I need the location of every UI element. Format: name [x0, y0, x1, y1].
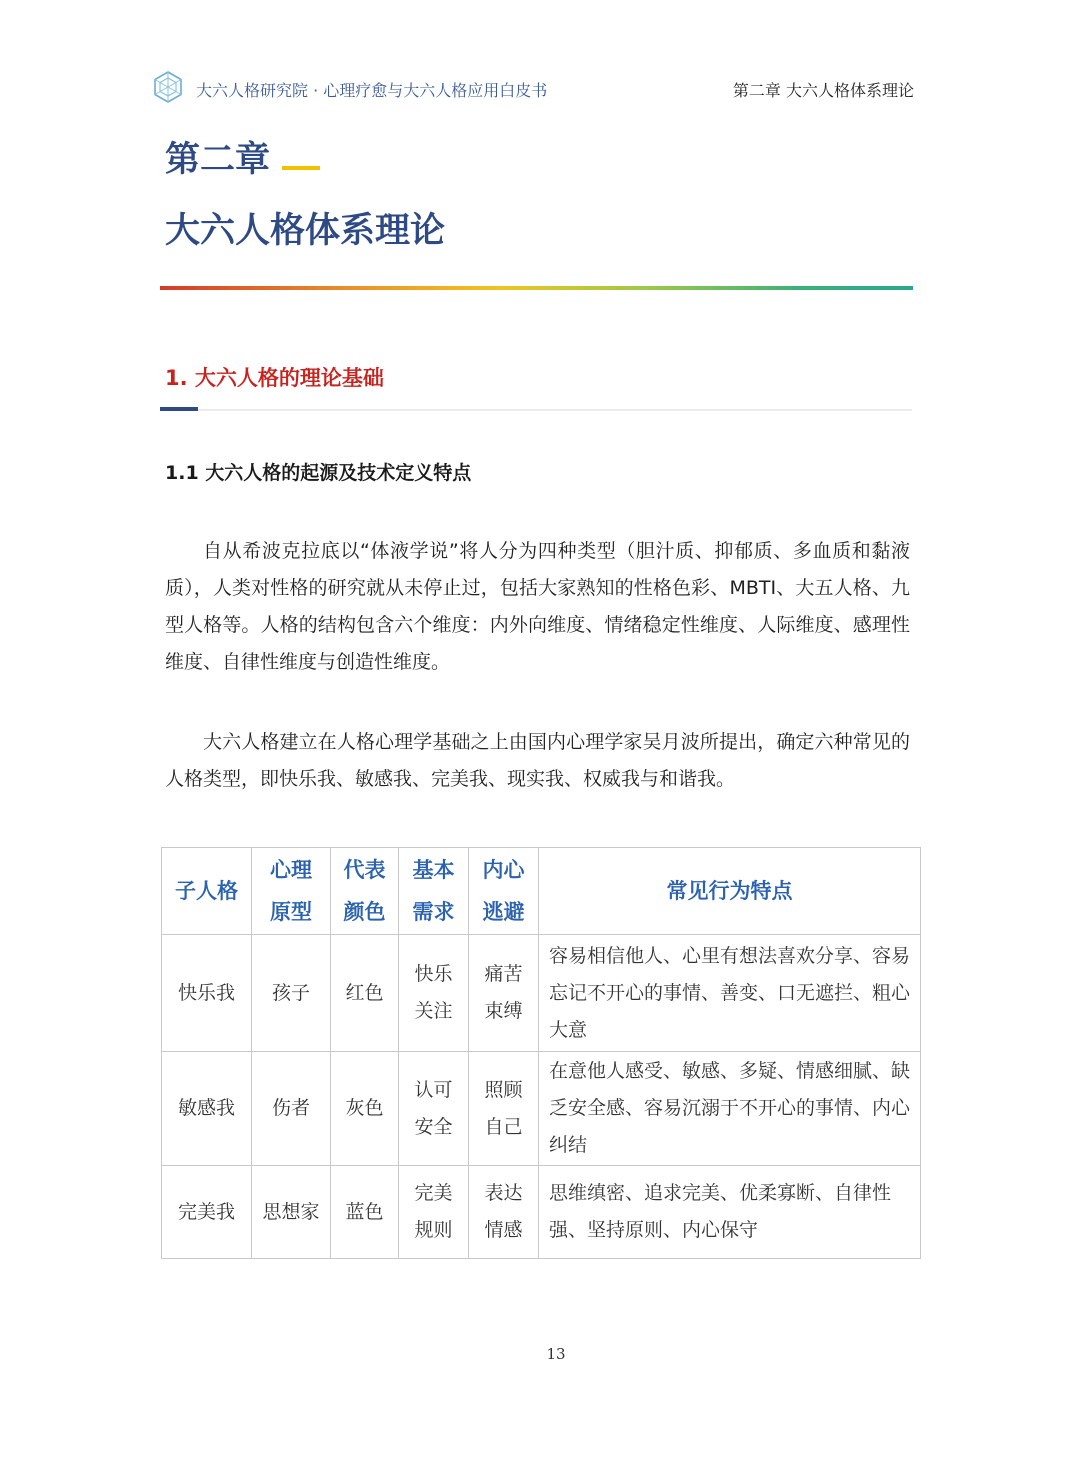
table-header-cell: 代表颜色 [331, 848, 399, 935]
chapter-number: 第二章 [165, 140, 271, 180]
hexagon-network-logo-icon [152, 70, 184, 104]
table-cell: 灰色 [331, 1052, 399, 1166]
table-cell: 完美规则 [399, 1166, 469, 1259]
table-cell: 伤者 [252, 1052, 331, 1166]
personality-table [161, 847, 921, 1259]
section-divider [160, 409, 912, 411]
table-header-cell: 内心逃避 [469, 848, 539, 935]
table-cell: 思维缜密、追求完美、优柔寡断、自律性强、坚持原则、内心保守 [539, 1166, 921, 1259]
table-header-cell: 基本需求 [399, 848, 469, 935]
table-cell: 蓝色 [331, 1166, 399, 1259]
table-cell: 认可安全 [399, 1052, 469, 1166]
table-cell: 在意他人感受、敏感、多疑、情感细腻、缺乏安全感、容易沉溺于不开心的事情、内心纠结 [539, 1052, 921, 1166]
table-cell: 表达情感 [469, 1166, 539, 1259]
table-row [162, 1052, 921, 1166]
chapter-title: 大六人格体系理论 [165, 211, 446, 251]
table-cell: 容易相信他人、心里有想法喜欢分享、容易忘记不开心的事情、善变、口无遮拦、粗心大意 [539, 935, 921, 1052]
table-header-cell: 子人格 [162, 848, 252, 935]
table-cell: 思想家 [252, 1166, 331, 1259]
table-cell: 完美我 [162, 1166, 252, 1259]
body-paragraph: 自从希波克拉底以“体液学说”将人分为四种类型（胆汁质、抑郁质、多血质和黏液质），人类对性格的研究就从未停止过，包括大家熟知的性格色彩、MBTI、大五人格、九型人格等。人格的结构包含六个维度：内外向维度、情绪稳定性维度、人际维度、感理性维度、自律性维度与创造性维度。 [165, 540, 910, 673]
table-cell: 孩子 [252, 935, 331, 1052]
table-header-cell: 心理原型 [252, 848, 331, 935]
table-cell: 快乐关注 [399, 935, 469, 1052]
section-divider-accent [160, 407, 198, 411]
subsection-title: 1.1 大六人格的起源及技术定义特点 [165, 462, 472, 484]
body-paragraph: 大六人格建立在人格心理学基础之上由国内心理学家吴月波所提出，确定六种常见的人格类型，即快乐我、敏感我、完美我、现实我、权威我与和谐我。 [165, 731, 910, 790]
header-left-text: 大六人格研究院 · 心理疗愈与大六人格应用白皮书 [196, 81, 548, 100]
table-header-cell: 常见行为特点 [539, 848, 921, 935]
chapter-accent-bar [282, 166, 320, 170]
page-number: 13 [546, 1345, 566, 1363]
table-cell: 痛苦束缚 [469, 935, 539, 1052]
table-cell: 快乐我 [162, 935, 252, 1052]
table-cell: 照顾自己 [469, 1052, 539, 1166]
section-title: 1. 大六人格的理论基础 [165, 366, 384, 390]
table-header-row [162, 848, 921, 935]
rainbow-divider [160, 286, 913, 290]
table-cell: 敏感我 [162, 1052, 252, 1166]
table-row [162, 1166, 921, 1259]
table-row [162, 935, 921, 1052]
table-cell: 红色 [331, 935, 399, 1052]
header-right-text: 第二章 大六人格体系理论 [732, 81, 914, 100]
